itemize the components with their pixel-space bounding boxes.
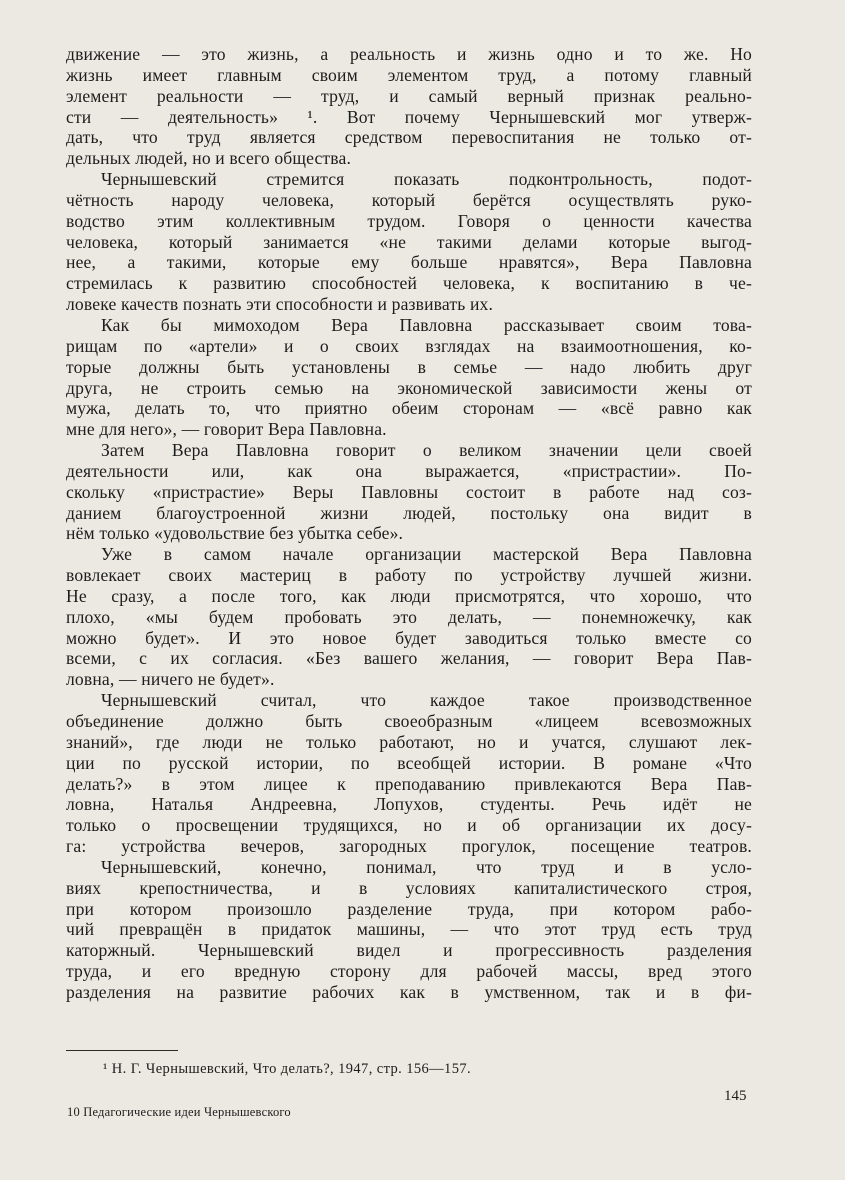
text-line: дельных людей, но и всего общества. [66, 148, 352, 169]
text-line: плохо, «мы будем пробовать это делать, — понемножечку, как [66, 606, 752, 627]
text-line: движение — это жизнь, а реальность и жизнь одно и то же. Но [66, 44, 752, 64]
text-line: чий превращён в придаток машины, — что этот труд есть труд [66, 919, 752, 940]
text-line: Затем Вера Павловна говорит о великом значении цели своей [101, 440, 752, 461]
text-line: делать?» в этом лицее к преподаванию привлекаются Вера Пав- [66, 773, 752, 794]
text-line: при котором произошло разделение труда, при котором рабо- [66, 898, 752, 919]
printer-signature: 10 Педагогические идеи Чернышевского [67, 1105, 291, 1119]
text-line: чётность народу человека, который берётся осуществлять руко- [66, 189, 752, 210]
text-line: Уже в самом начале организации мастерской Вера Павловна [101, 544, 752, 565]
text-line: Как бы мимоходом Вера Павловна рассказывает своим това- [101, 314, 752, 335]
text-line: жизнь имеет главным своим элементом труд, а потому главный [66, 64, 752, 85]
text-line: всеми, с их согласия. «Без вашего желания, — говорит Вера Пав- [66, 648, 752, 669]
text-line: объединение должно быть своеобразным «лицеем всевозможных [66, 711, 752, 731]
text-line: ловеке качеств познать эти способности и развивать их. [66, 294, 494, 315]
page-number: 145 [724, 1088, 747, 1104]
text-line: рищам по «артели» и о своих взглядах на взаимоотношения, ко- [66, 335, 752, 356]
text-line: дать, что труд является средством перевоспитания не только от- [66, 127, 752, 148]
text-line: сти — деятельность» ¹. Вот почему Чернышевский мог утверж- [66, 106, 752, 127]
text-line: вовлекает своих мастериц в работу по устройству лучшей жизни. [66, 565, 752, 586]
text-line: знаний», где люди не только работают, но и учатся, слушают лек- [66, 731, 752, 752]
text-line: мужа, делать то, что приятно обеим сторонам — «всё равно как [66, 398, 752, 419]
text-line: можно будет». И это новое будет заводиться только вместе со [66, 627, 752, 648]
text-line: нём только «удовольствие без убытка себе». [66, 523, 404, 544]
text-line: Чернышевский стремится показать подконтрольность, подот- [101, 169, 752, 190]
text-line: труда, и его вредную сторону для рабочей массы, вред этого [66, 961, 752, 982]
body-text [66, 44, 752, 1003]
text-line: друга, не строить семью на экономической зависимости жены от [66, 377, 752, 398]
footnote-separator [66, 1050, 178, 1051]
text-line: торые должны быть установлены в семье — надо любить друг [66, 356, 752, 377]
text-line: нее, а такими, которые ему больше нравятся», Вера Павловна [66, 252, 752, 273]
text-line: водство этим коллективным трудом. Говоря о ценности качества [66, 210, 752, 231]
text-line: каторжный. Чернышевский видел и прогрессивность разделения [66, 940, 752, 961]
text-line: скольку «пристрастие» Веры Павловны состоит в работе над соз- [66, 481, 752, 502]
text-line: виях крепостничества, и в условиях капиталистического строя, [66, 877, 752, 898]
text-line: человека, который занимается «не такими делами которые выгод- [66, 231, 752, 252]
text-line: стремилась к развитию способностей человека, к воспитанию в че- [66, 273, 752, 294]
text-line: Чернышевский, конечно, понимал, что труд и в усло- [101, 856, 752, 877]
footnote: ¹ Н. Г. Чернышевский, Что делать?, 1947, стр. 156—157. [103, 1061, 472, 1077]
text-line: га: устройства вечеров, загородных прогулок, посещение театров. [66, 836, 752, 857]
text-line: ловна, Наталья Андреевна, Лопухов, студенты. Речь идёт не [66, 794, 752, 815]
text-line: элемент реальности — труд, и самый верный признак реально- [66, 85, 752, 106]
text-line: ловна, — ничего не будет». [66, 669, 275, 690]
text-line: деятельности или, как она выражается, «пристрастии». По- [66, 460, 752, 481]
text-line: разделения на развитие рабочих как в умственном, так и в фи- [66, 981, 752, 1002]
text-line: данием благоустроенной жизни людей, постольку она видит в [66, 502, 752, 523]
text-line: только о просвещении трудящихся, но и об организации их досу- [66, 815, 752, 836]
text-line: ции по русской истории, по всеобщей истории. В романе «Что [66, 752, 752, 773]
text-line: Не сразу, а после того, как люди присмотрятся, что хорошо, что [66, 585, 752, 606]
text-line: мне для него», — говорит Вера Павловна. [66, 419, 387, 440]
text-line: Чернышевский считал, что каждое такое производственное [101, 690, 752, 711]
